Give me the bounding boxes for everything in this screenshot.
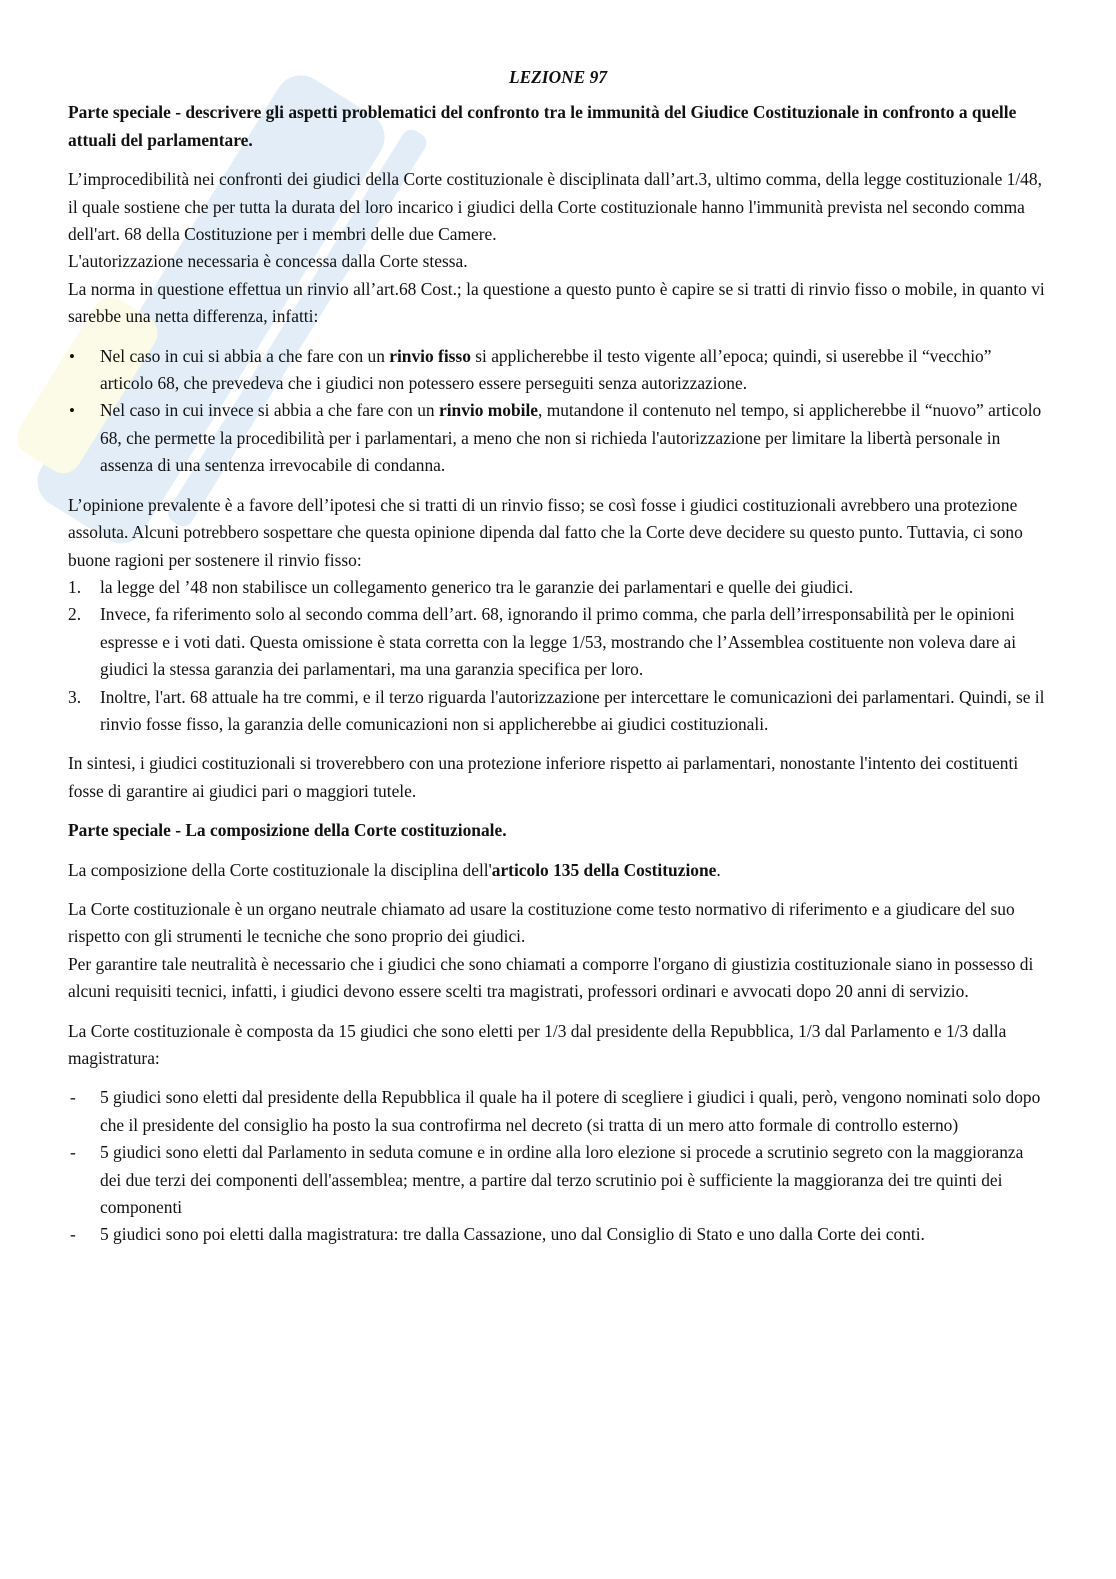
list-item-text: la legge del ’48 non stabilisce un collegamento generico tra le garanzie dei parlamentari e quelle dei giudici.	[100, 576, 854, 597]
dash-marker: -	[70, 1142, 76, 1163]
bullet-text-bold: rinvio fisso	[389, 345, 471, 366]
paragraph-summary: In sintesi, i giudici costituzionali si troverebbero con una protezione inferiore rispetto ai parlamentari, nonostante l'intento dei costituenti fosse di garantire ai giudici pari o maggiori tutele.	[68, 753, 1019, 801]
document-page	[68, 64, 1048, 1261]
list-number: 1.	[68, 576, 82, 597]
paragraph-text-post: .	[716, 859, 721, 880]
bullet-icon	[69, 343, 97, 370]
section-heading-composition: Parte speciale - La composizione della Corte costituzionale.	[68, 820, 507, 841]
paragraph-authorization: L'autorizzazione necessaria è concessa dalla Corte stessa.	[68, 251, 468, 272]
list-item	[68, 397, 1048, 479]
list-number: 2.	[68, 604, 82, 625]
paragraph-text-pre: La composizione della Corte costituzionale la disciplina dell'	[68, 859, 492, 880]
paragraph-prevailing-opinion: L’opinione prevalente è a favore dell’ipotesi che si tratti di un rinvio fisso; se così fosse i giudici costituzionali avrebbero una protezione assoluta. Alcuni potrebbero sospettare che questa opinione dipenda dal fatto che la Corte deve decidere su questo punto. Tuttavia, ci sono buone ragioni per sostenere il rinvio fisso:	[68, 494, 1023, 570]
dash-marker: -	[70, 1087, 76, 1108]
bullet-list-referral-types	[68, 343, 1048, 480]
paragraph-referral: La norma in questione effettua un rinvio all’art.68 Cost.; la questione a questo punto è capire se si tratti di rinvio fisso o mobile, in quanto vi sarebbe una netta differenza, infatti:	[68, 278, 1045, 327]
list-item	[68, 1084, 1048, 1139]
bullet-text-post: , mutandone il contenuto nel tempo, si applicherebbe il “nuovo” articolo 68, che permette la procedibilità per i parlamentari, a meno che non si richieda l'autorizzazione per limitare la libertà personale in assenza di una sentenza irrevocabile di condanna.	[100, 400, 1042, 476]
list-item	[68, 1139, 1048, 1221]
list-item	[68, 684, 1048, 739]
list-item-text: 5 giudici sono poi eletti dalla magistratura: tre dalla Cassazione, uno dal Consiglio di Stato e uno dalla Corte dei conti.	[100, 1224, 925, 1245]
bullet-text-post: si applicherebbe il testo vigente all’epoca; quindi, si userebbe il “vecchio” articolo 68, che prevedeva che i giudici non potessero essere perseguiti senza autorizzazione.	[100, 345, 992, 394]
list-item	[68, 601, 1048, 683]
bullet-icon	[69, 397, 97, 424]
list-number: 3.	[68, 686, 82, 707]
section-heading-immunities: Parte speciale - descrivere gli aspetti problematici del confronto tra le immunità del Giudice Costituzionale in confronto a quelle attuali del parlamentare.	[68, 102, 1017, 150]
list-item-text: 5 giudici sono eletti dal Parlamento in seduta comune e in ordine alla loro elezione si procede a scrutinio segreto con la maggioranza dei due terzi dei componenti dell'assemblea; mentre, a partire dal terzo scrutinio poi è sufficiente la maggioranza dei tre quinti dei componenti	[100, 1142, 1024, 1218]
list-item-text: Inoltre, l'art. 68 attuale ha tre commi, e il terzo riguarda l'autorizzazione per intercettare le comunicazioni dei parlamentari. Quindi, se il rinvio fosse fisso, la garanzia delle comunicazioni non si applicherebbe ai giudici costituzionali.	[100, 686, 1045, 734]
bullet-text-pre: Nel caso in cui invece si abbia a che fare con un	[100, 400, 439, 421]
list-item-text: 5 giudici sono eletti dal presidente della Repubblica il quale ha il potere di scegliere i giudici i quali, però, vengono nominati solo dopo che il presidente del consiglio ha posto la sua controfirma nel decreto (si tratta di un mero atto formale di controllo esterno)	[100, 1087, 1041, 1135]
list-item	[68, 343, 1048, 398]
paragraph-neutral-organ: La Corte costituzionale è un organo neutrale chiamato ad usare la costituzione come testo normativo di riferimento e a giudicare del suo rispetto con gli strumenti le tecniche che sono proprio dei giudici.	[68, 898, 1015, 947]
bullet-text-pre: Nel caso in cui si abbia a che fare con un	[100, 345, 390, 366]
paragraph-article-135	[68, 857, 1048, 884]
dash-marker: -	[70, 1224, 76, 1245]
paragraph-requirements: Per garantire tale neutralità è necessario che i giudici che sono chiamati a comporre l'organo di giustizia costituzionale siano in possesso di alcuni requisiti tecnici, infatti, i giudici devono essere scelti tra magistrati, professori ordinari e avvocati dopo 20 anni di servizio.	[68, 953, 1034, 1002]
list-item	[68, 574, 1048, 601]
list-item	[68, 1221, 1048, 1248]
bullet-text-bold: rinvio mobile	[438, 400, 538, 421]
paragraph-improcedibility: L’improcedibilità nei confronti dei giudici della Corte costituzionale è disciplinata dall’art.3, ultimo comma, della legge costituzionale 1/48, il quale sostiene che per tutta la durata del loro incarico i giudici della Corte costituzionale hanno l'immunità prevista nel secondo comma dell'art. 68 della Costituzione per i membri delle due Camere.	[68, 169, 1042, 245]
article-reference: articolo 135 della Costituzione	[491, 859, 717, 880]
paragraph-fifteen-judges: La Corte costituzionale è composta da 15 giudici che sono eletti per 1/3 dal presidente della Repubblica, 1/3 dal Parlamento e 1/3 dalla magistratura:	[68, 1020, 1007, 1068]
numbered-list-reasons	[68, 574, 1048, 738]
list-item-text: Invece, fa riferimento solo al secondo comma dell’art. 68, ignorando il primo comma, che parla dell’irresponsabilità per le opinioni espresse e i voti dati. Questa omissione è stata corretta con la legge 1/53, mostrando che l’Assemblea costituente non voleva dare ai giudici la stessa garanzia dei parlamentari, ma una garanzia specifica per loro.	[100, 604, 1017, 680]
dash-list-election	[68, 1084, 1048, 1248]
lesson-title: LEZIONE 97	[508, 67, 608, 87]
